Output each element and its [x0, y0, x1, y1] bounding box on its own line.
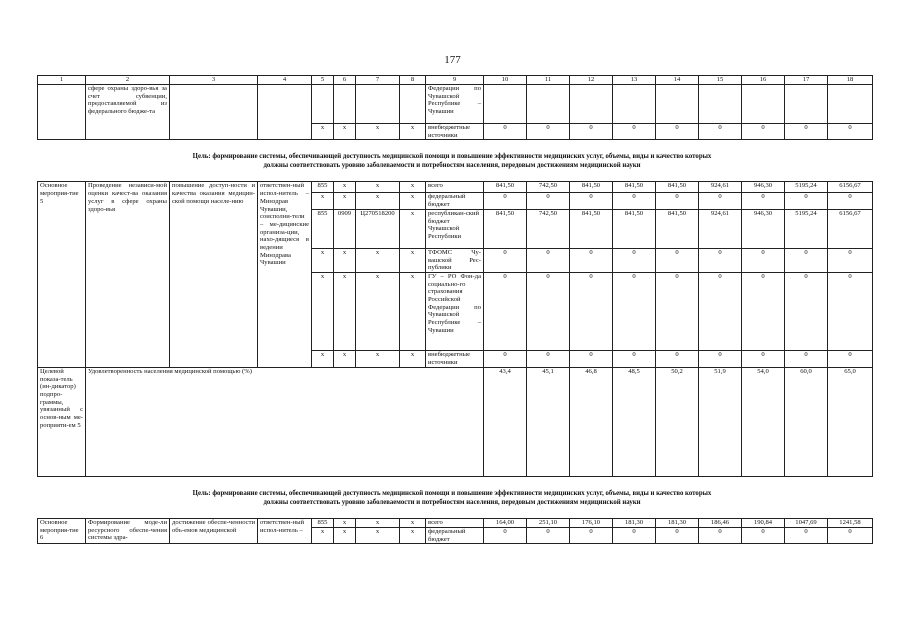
funding-source-cell: федеральный бюджет [426, 193, 484, 209]
measure-description-cell: Формирование моде-ли ресурсного обеспе-чения системы здра- [86, 518, 170, 543]
year-value-cell: 0 [699, 124, 742, 140]
year-value-cell: 1241,58 [828, 518, 873, 527]
goal-line: Цель: формирование системы, обеспечивающей доступность медицинской помощи и повышение эффективности медицинских услуг, объемы, виды и качество которых [192, 489, 712, 497]
year-value-cell: 0 [656, 124, 699, 140]
kbk-cell: x [312, 272, 334, 350]
year-value-cell: 0 [699, 527, 742, 543]
year-value-cell: 0 [484, 124, 527, 140]
table-continuation [37, 75, 873, 140]
kbk-cell: x [400, 124, 426, 140]
year-value-cell: 0 [613, 248, 656, 272]
funding-source-cell: внебюджетные источники [426, 124, 484, 140]
column-number-cell: 10 [484, 76, 527, 85]
year-value-cell: 0 [570, 248, 613, 272]
goal-line: Цель: формирование системы, обеспечивающей доступность медицинской помощи и повышение эффективности медицинских услуг, объемы, виды и качество которых [192, 153, 712, 161]
year-value-cell: 5195,24 [785, 209, 828, 248]
year-value-cell: 841,50 [484, 182, 527, 193]
year-value-cell: 0 [613, 193, 656, 209]
year-value-cell: 0 [699, 248, 742, 272]
year-value-cell: 0 [742, 527, 785, 543]
year-value-cell: 0 [785, 124, 828, 140]
kbk-cell: x [334, 248, 356, 272]
kbk-cell: x [312, 124, 334, 140]
kbk-cell: 855 [312, 182, 334, 193]
column-number-cell: 6 [334, 76, 356, 85]
expected-result-cell: повышение доступ-ности и качества оказания медицин-ской помощи населе-нию [170, 182, 258, 368]
kbk-cell: 855 [312, 518, 334, 527]
year-value-cell: 0 [785, 527, 828, 543]
goal-statement-2 [37, 489, 867, 507]
year-value-cell: 0 [828, 350, 873, 367]
column-number-cell: 12 [570, 76, 613, 85]
year-value-cell: 742,50 [527, 182, 570, 193]
year-value-cell: 0 [742, 193, 785, 209]
page-number: 177 [444, 54, 461, 66]
year-value-cell: 841,50 [613, 182, 656, 193]
year-value-cell: 0 [527, 350, 570, 367]
indicator-value-cell: 48,5 [613, 367, 656, 476]
indicator-value-cell: 50,2 [656, 367, 699, 476]
expected-result-cell: достижение обеспе-ченности объ-емов медицинской [170, 518, 258, 543]
kbk-cell: x [356, 350, 400, 367]
column-number-cell: 13 [613, 76, 656, 85]
funding-source-cell: ТФОМС Чу-вашской Рес-публики [426, 248, 484, 272]
year-value-cell: 0 [828, 272, 873, 350]
funding-source-cell: всего [426, 518, 484, 527]
column-number-cell: 2 [86, 76, 170, 85]
year-value-cell: 0 [828, 124, 873, 140]
kbk-cell: x [334, 124, 356, 140]
kbk-cell: x [334, 518, 356, 527]
column-number-cell: 14 [656, 76, 699, 85]
year-value-cell: 0 [656, 193, 699, 209]
year-value-cell: 0 [570, 527, 613, 543]
kbk-cell: x [334, 182, 356, 193]
year-value-cell: 0 [570, 350, 613, 367]
table-row [38, 85, 873, 124]
year-value-cell: 0 [785, 350, 828, 367]
year-value-cell: 0 [613, 272, 656, 350]
kbk-cell: x [312, 248, 334, 272]
year-value-cell: 0 [699, 272, 742, 350]
year-value-cell [785, 85, 828, 124]
funding-source-cell: ГУ – РО Фон-да социально-го страхования Российской Федерации по Чувашской Республике – Чувашии [426, 272, 484, 350]
executor-cell: ответствен-ный испол-нитель – Минздрав Чувашии, соисполни-тели – ме-дицинские организа-ции, нахо-дящиеся в ведении Минздрава Чувашии [258, 182, 312, 368]
year-value-cell: 5195,24 [785, 182, 828, 193]
year-value-cell: 186,46 [699, 518, 742, 527]
year-value-cell: 6156,67 [828, 182, 873, 193]
year-value-cell: 0 [656, 272, 699, 350]
kbk-cell: x [334, 527, 356, 543]
kbk-cell [356, 85, 400, 124]
measure-description-cell: Проведение независи-мой оценки качест-ва оказания услуг в сфере охраны здоро-вья [86, 182, 170, 368]
kbk-cell: x [356, 248, 400, 272]
year-value-cell: 190,84 [742, 518, 785, 527]
year-value-cell: 0 [527, 527, 570, 543]
year-value-cell: 0 [742, 248, 785, 272]
goal-line: должны соответствовать уровню заболеваемости и потребностям населения, передовым достижениям медицинской науки [263, 498, 641, 506]
measure-name-cell: Основное мероприя-тие 5 [38, 182, 86, 368]
year-value-cell: 176,10 [570, 518, 613, 527]
year-value-cell [527, 85, 570, 124]
year-value-cell: 0 [527, 272, 570, 350]
column-number-cell: 4 [258, 76, 312, 85]
kbk-cell: x [312, 193, 334, 209]
year-value-cell [656, 85, 699, 124]
kbk-cell: 855 [312, 209, 334, 248]
year-value-cell [570, 85, 613, 124]
indicator-value-cell: 65,0 [828, 367, 873, 476]
measure-description-cell: сфере охраны здоро-вья за счет субвенции, предоставляемой из федерального бюдже-та [86, 85, 170, 140]
year-value-cell: 1047,69 [785, 518, 828, 527]
year-value-cell: 6156,67 [828, 209, 873, 248]
kbk-cell [334, 85, 356, 124]
table-row [38, 518, 873, 527]
year-value-cell: 841,50 [613, 209, 656, 248]
year-value-cell: 841,50 [570, 209, 613, 248]
kbk-cell: x [400, 518, 426, 527]
funding-source-cell: всего [426, 182, 484, 193]
funding-source-cell: Федерации по Чувашской Республике – Чувашии [426, 85, 484, 124]
year-value-cell: 0 [613, 527, 656, 543]
year-value-cell: 0 [656, 350, 699, 367]
indicator-label-cell: Целевой показа-тель (ин-дикатор) подпро-граммы, увязанный с основ-ным ме-роприяти-ем 5 [38, 367, 86, 476]
year-value-cell: 946,30 [742, 182, 785, 193]
kbk-cell: x [334, 350, 356, 367]
column-number-cell: 1 [38, 76, 86, 85]
year-value-cell: 0 [656, 248, 699, 272]
indicator-value-cell: 60,0 [785, 367, 828, 476]
year-value-cell: 841,50 [484, 209, 527, 248]
kbk-cell: x [356, 193, 400, 209]
year-value-cell: 0 [570, 124, 613, 140]
table-row [38, 182, 873, 193]
column-number-cell: 17 [785, 76, 828, 85]
column-number-cell: 8 [400, 76, 426, 85]
year-value-cell: 0 [785, 248, 828, 272]
column-number-cell: 11 [527, 76, 570, 85]
kbk-cell: x [356, 272, 400, 350]
year-value-cell: 0 [656, 527, 699, 543]
kbk-cell: x [356, 518, 400, 527]
table-measure-5 [37, 181, 873, 477]
kbk-cell: x [312, 350, 334, 367]
indicator-name-cell: Удовлетворенность населения медицинской помощью (%) [86, 367, 484, 476]
kbk-cell: x [334, 193, 356, 209]
year-value-cell [484, 85, 527, 124]
kbk-cell: x [400, 350, 426, 367]
year-value-cell: 0 [484, 272, 527, 350]
kbk-cell [400, 85, 426, 124]
year-value-cell: 0 [613, 350, 656, 367]
measure-name-cell: Основное мероприя-тие 6 [38, 518, 86, 543]
kbk-cell [312, 85, 334, 124]
year-value-cell: 181,30 [613, 518, 656, 527]
column-number-cell: 3 [170, 76, 258, 85]
funding-source-cell: федеральный бюджет [426, 527, 484, 543]
kbk-cell: x [334, 272, 356, 350]
kbk-cell: x [400, 248, 426, 272]
year-value-cell: 251,10 [527, 518, 570, 527]
kbk-cell: x [400, 272, 426, 350]
year-value-cell: 0 [828, 248, 873, 272]
year-value-cell: 0 [742, 124, 785, 140]
measure-name-cell [38, 85, 86, 140]
year-value-cell: 0 [484, 350, 527, 367]
year-value-cell: 0 [742, 350, 785, 367]
year-value-cell: 0 [828, 527, 873, 543]
indicator-value-cell: 46,8 [570, 367, 613, 476]
column-number-cell: 16 [742, 76, 785, 85]
year-value-cell: 924,61 [699, 209, 742, 248]
kbk-cell: Ц270518200 [356, 209, 400, 248]
year-value-cell: 924,61 [699, 182, 742, 193]
table-measure-6 [37, 518, 873, 544]
target-indicator-row [38, 367, 873, 476]
year-value-cell: 0 [699, 350, 742, 367]
year-value-cell [613, 85, 656, 124]
column-number-cell: 5 [312, 76, 334, 85]
column-number-cell: 9 [426, 76, 484, 85]
year-value-cell: 0 [484, 193, 527, 209]
year-value-cell: 0 [570, 272, 613, 350]
year-value-cell: 0 [527, 193, 570, 209]
year-value-cell [699, 85, 742, 124]
year-value-cell [828, 85, 873, 124]
year-value-cell: 841,50 [570, 182, 613, 193]
goal-line: должны соответствовать уровню заболеваемости и потребностям населения, передовым достижениям медицинской науки [263, 162, 641, 170]
kbk-cell: 0909 [334, 209, 356, 248]
year-value-cell: 0 [742, 272, 785, 350]
indicator-value-cell: 54,0 [742, 367, 785, 476]
year-value-cell: 0 [785, 193, 828, 209]
year-value-cell: 0 [527, 248, 570, 272]
kbk-cell: x [400, 209, 426, 248]
kbk-cell: x [400, 193, 426, 209]
year-value-cell: 0 [613, 124, 656, 140]
indicator-value-cell: 45,1 [527, 367, 570, 476]
executor-cell: ответствен-ный испол-нитель – [258, 518, 312, 543]
year-value-cell: 164,00 [484, 518, 527, 527]
kbk-cell: x [312, 527, 334, 543]
year-value-cell: 0 [699, 193, 742, 209]
expected-result-cell [170, 85, 258, 140]
year-value-cell: 0 [828, 193, 873, 209]
year-value-cell: 841,50 [656, 182, 699, 193]
year-value-cell: 0 [570, 193, 613, 209]
funding-source-cell: республикан-ский бюджет Чувашской Республики [426, 209, 484, 248]
year-value-cell: 181,30 [656, 518, 699, 527]
year-value-cell: 841,50 [656, 209, 699, 248]
year-value-cell: 946,30 [742, 209, 785, 248]
kbk-cell: x [400, 527, 426, 543]
year-value-cell: 0 [527, 124, 570, 140]
kbk-cell: x [356, 527, 400, 543]
column-number-cell: 18 [828, 76, 873, 85]
program-table-sheet [37, 75, 867, 544]
column-number-cell: 15 [699, 76, 742, 85]
kbk-cell: x [356, 182, 400, 193]
executor-cell [258, 85, 312, 140]
header-row [38, 76, 873, 85]
indicator-value-cell: 43,4 [484, 367, 527, 476]
kbk-cell: x [400, 182, 426, 193]
year-value-cell: 742,50 [527, 209, 570, 248]
year-value-cell [742, 85, 785, 124]
indicator-value-cell: 51,9 [699, 367, 742, 476]
funding-source-cell: внебюджетные источники [426, 350, 484, 367]
kbk-cell: x [356, 124, 400, 140]
column-number-cell: 7 [356, 76, 400, 85]
year-value-cell: 0 [785, 272, 828, 350]
year-value-cell: 0 [484, 248, 527, 272]
year-value-cell: 0 [484, 527, 527, 543]
goal-statement-1 [37, 152, 867, 170]
